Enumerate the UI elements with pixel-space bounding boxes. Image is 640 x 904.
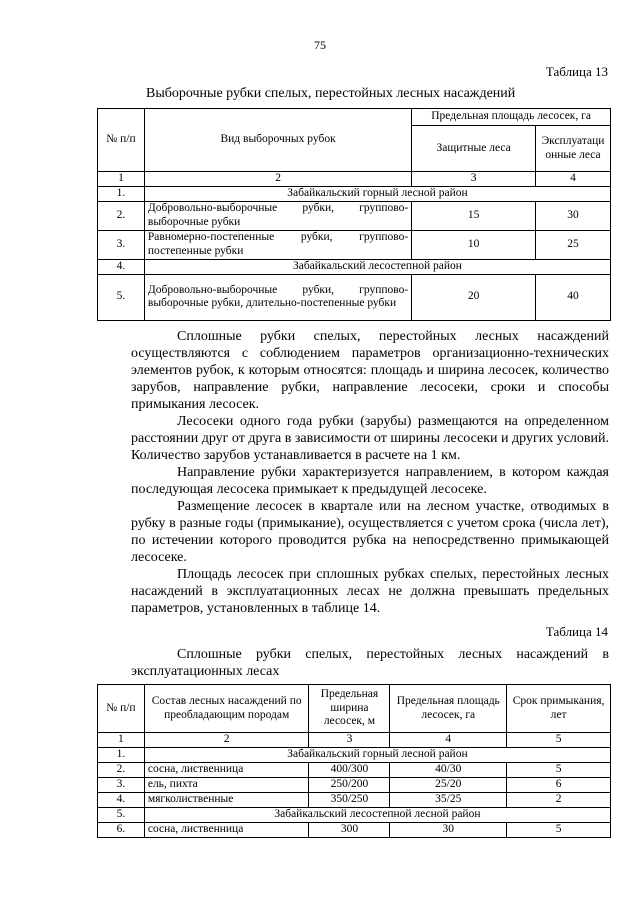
exploit-value: 40 <box>536 274 611 320</box>
body-paragraph: Площадь лесосек при сплошных рубках спелых, перестойных лесных насаждений в эксплуатационных лесах не должна превышать предельных параметров, установленных в таблице 14. <box>131 567 609 616</box>
table14-colnum: 3 <box>309 733 390 748</box>
table13-title: Выборочные рубки спелых, перестойных лесных насаждений <box>146 86 516 101</box>
width-value: 400/300 <box>309 762 390 777</box>
row-num: 3. <box>98 777 145 792</box>
table14-header-num: № п/п <box>98 685 145 733</box>
table14-row <box>98 747 611 762</box>
table14-colnum: 5 <box>507 733 611 748</box>
body-paragraph: Направление рубки характеризуется направлением, в котором каждая последующая лесосека примыкает к предыдущей лесосеке. <box>131 465 609 497</box>
table13-header-exploit: Эксплуатаци онные леса <box>536 126 611 172</box>
area-value: 25/20 <box>390 777 507 792</box>
table14-header-area: Предельная площадь лесосек, га <box>390 685 507 733</box>
row-num: 1. <box>98 747 145 762</box>
table14-colnum-row <box>98 733 611 748</box>
body-text <box>131 328 609 617</box>
table14-title-text: Сплошные рубки спелых, перестойных лесных насаждений в эксплуатационных лесах <box>131 647 609 679</box>
table13-row <box>98 230 611 259</box>
exploit-value: 30 <box>536 201 611 230</box>
table14-colnum: 1 <box>98 733 145 748</box>
table14-colnum: 2 <box>144 733 309 748</box>
table14-label: Таблица 14 <box>545 624 608 639</box>
composition: ель, пихта <box>144 777 309 792</box>
term-value: 2 <box>507 792 611 807</box>
table13-row <box>98 201 611 230</box>
body-paragraph: Размещение лесосек в квартале или на лесном участке, отводимых в рубку в разные годы (примыкание), осуществляется с учетом срока (числа лет), по истечении которого проводится рубка на непосредственно примыкающей лесосеке. <box>131 499 609 565</box>
protective-value: 15 <box>412 201 536 230</box>
composition: сосна, лиственница <box>144 762 309 777</box>
area-value: 35/25 <box>390 792 507 807</box>
table14 <box>97 684 611 838</box>
cutting-kind: Добровольно-выборочные рубки, группово-выборочные рубки <box>144 201 411 230</box>
table14-header-composition: Состав лесных насаждений по преобладающим породам <box>144 685 309 733</box>
table14-header-width: Предельная ширина лесосек, м <box>309 685 390 733</box>
term-value: 5 <box>507 762 611 777</box>
table14-row <box>98 777 611 792</box>
row-num: 6. <box>98 822 145 837</box>
area-value: 40/30 <box>390 762 507 777</box>
row-num: 1. <box>98 186 145 201</box>
section-heading: Забайкальский лесостепной лесной район <box>144 807 610 822</box>
row-num: 2. <box>98 762 145 777</box>
table14-row <box>98 762 611 777</box>
row-num: 4. <box>98 792 145 807</box>
row-num: 3. <box>98 230 145 259</box>
table13-header-num: № п/п <box>98 109 145 172</box>
table13-row <box>98 274 611 320</box>
table14-title <box>131 646 609 680</box>
section-heading: Забайкальский лесостепной район <box>144 259 610 274</box>
protective-value: 20 <box>412 274 536 320</box>
width-value: 300 <box>309 822 390 837</box>
row-num: 5. <box>98 807 145 822</box>
table14-colnum: 4 <box>390 733 507 748</box>
table13-colnum: 4 <box>536 172 611 187</box>
table13-colnum: 3 <box>412 172 536 187</box>
table13-colnum: 1 <box>98 172 145 187</box>
term-value: 5 <box>507 822 611 837</box>
cutting-kind: Добровольно-выборочные рубки, группово-выборочные рубки, длительно-постепенные рубки <box>144 274 411 320</box>
table13-row <box>98 186 611 201</box>
composition: сосна, лиственница <box>144 822 309 837</box>
composition: мягколиственные <box>144 792 309 807</box>
table14-row <box>98 822 611 837</box>
cutting-kind: Равномерно-постепенные рубки, группово-постепенные рубки <box>144 230 411 259</box>
row-num: 2. <box>98 201 145 230</box>
table14-header-term: Срок примыкания, лет <box>507 685 611 733</box>
section-heading: Забайкальский горный лесной район <box>144 186 610 201</box>
table13-colnum-row <box>98 172 611 187</box>
row-num: 4. <box>98 259 145 274</box>
protective-value: 10 <box>412 230 536 259</box>
exploit-value: 25 <box>536 230 611 259</box>
body-paragraph: Сплошные рубки спелых, перестойных лесных насаждений осуществляются с соблюдением параметров организационно-технических элементов рубок, к которым относятся: площадь и ширина лесосек, количество зарубов, направление рубки, направление лесосеки, сроки и способы примыкания лесосек. <box>131 329 609 412</box>
table13 <box>97 108 611 321</box>
body-paragraph: Лесосеки одного года рубки (зарубы) размещаются на определенном расстоянии друг от друга в зависимости от ширины лесосеки и других условий. Количество зарубов устанавливается в расчете на 1 км. <box>131 414 609 463</box>
area-value: 30 <box>390 822 507 837</box>
section-heading: Забайкальский горный лесной район <box>144 747 610 762</box>
table14-row <box>98 807 611 822</box>
table13-row <box>98 259 611 274</box>
width-value: 250/200 <box>309 777 390 792</box>
table13-header-protective: Защитные леса <box>412 126 536 172</box>
table13-colnum: 2 <box>144 172 411 187</box>
table13-header-limit: Предельная площадь лесосек, га <box>412 109 611 126</box>
row-num: 5. <box>98 274 145 320</box>
table13-header-kind: Вид выборочных рубок <box>144 109 411 172</box>
term-value: 6 <box>507 777 611 792</box>
table13-label: Таблица 13 <box>545 64 608 79</box>
table14-row <box>98 792 611 807</box>
page-number: 75 <box>314 38 326 52</box>
width-value: 350/250 <box>309 792 390 807</box>
